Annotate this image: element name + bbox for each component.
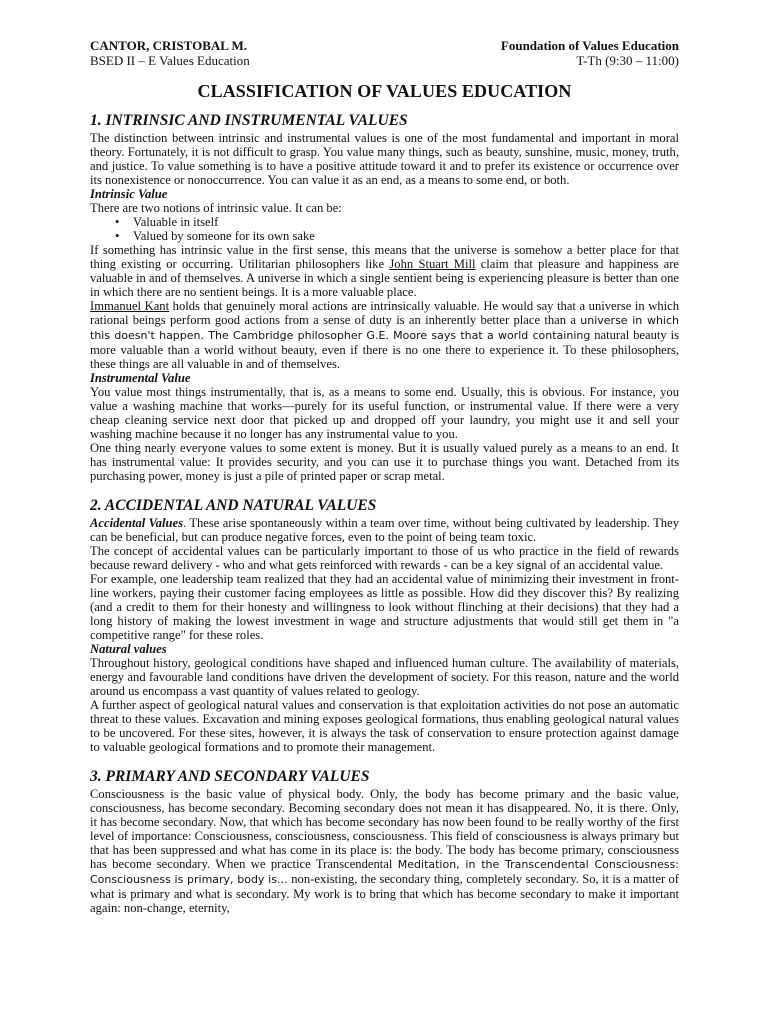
paragraph: The distinction between intrinsic and instrumental values is one of the most fundamental and important in moral theory. Fortunately, it is not difficult to grasp. You value many things, such as beauty, sunshine, music, money, truth, and justice. To value something is to have a positive attitude toward it and to prefer its existence or occurrence over its nonexistence or nonoccurrence. You can value it as an end, as a means to some end, or both. <box>90 131 679 187</box>
subheading-natural-values: Natural values <box>90 642 167 656</box>
paragraph: Consciousness is the basic value of physical body. Only, the body has become primary and the basic value, consciousness, has become secondary. Becoming secondary does not mean it has disappeared. No, it is there. Only, it has become secondary. Now, that which has become secondary has now been found to be really worthy of the first level of importance: Consciousness, consciousness, consciousness. This field of consciousness is always primary but that has been suppressed and what has come in its place is: the body. The body has become primary, consciousness has become secondary. When we practice Transcendental Meditation, in the Transcendental Consciousness: Consciousness is primary, body is… non-existing, the secondary thing, completely secondary. So, it is a matter of what is primary and what is secondary. My work is to bring that which has become secondary to make it important again: non-change, eternity, <box>90 787 679 915</box>
list-item: • Valuable in itself <box>115 215 219 229</box>
document-title: CLASSIFICATION OF VALUES EDUCATION <box>197 81 572 101</box>
paragraph: There are two notions of intrinsic value. It can be: <box>90 201 342 215</box>
paragraph: You value most things instrumentally, that is, as a means to some end. Usually, this is obvious. For instance, you value a washing machine that works—purely for its useful function, or instrumental value. If there were a very cheap cleaning service next door that picked up and dropped off your laundry, you might use it and sell your washing machine because it no longer has any instrumental value to you. <box>90 385 679 441</box>
link-john-stuart-mill[interactable]: John Stuart Mill <box>389 257 476 271</box>
paragraph: A further aspect of geological natural values and conservation is that exploitation activities do not pose an automatic threat to these values. Excavation and mining exposes geological formations, thus enabling geological natural values to be uncovered. For these sites, however, it is always the task of conservation to ensure protection against damage to valuable geological formations and to promote their management. <box>90 698 679 754</box>
paragraph: Throughout history, geological conditions have shaped and influenced human culture. The availability of materials, energy and favourable land conditions have driven the development of society. For this reason, nature and the world around us encompass a vast quantity of values related to geology. <box>90 656 679 698</box>
course-title: Foundation of Values Education <box>500 38 679 53</box>
link-immanuel-kant[interactable]: Immanuel Kant <box>90 299 170 313</box>
section-name: BSED II – E Values Education <box>90 53 250 68</box>
bullet-icon: • <box>115 215 120 229</box>
subheading-intrinsic-value: Intrinsic Value <box>90 187 168 201</box>
paragraph: Immanuel Kant holds that genuinely moral actions are intrinsically valuable. He would say that a universe in which rational beings perform good actions from a sense of duty is an inherently better place than a universe in which this doesn't happen. The Cambridge philosopher G.E. Moore says that a world containing natural beauty is more valuable than a world without beauty, even if there is no one there to experience it. To these philosophers, these things are all valuable in and of themselves. <box>90 299 680 371</box>
paragraph: If something has intrinsic value in the first sense, this means that the universe is somehow a better place for that thing existing or occurring. Utilitarian philosophers like John Stuart Mill claim that pleasure and happiness are valuable in and of themselves. A universe in which a single sentient being is experiencing pleasure is better than one in which there are no sentient beings. It is a more valuable place. <box>90 243 679 299</box>
class-schedule: T-Th (9:30 – 11:00) <box>576 53 679 68</box>
document-body <box>90 112 679 915</box>
paragraph: One thing nearly everyone values to some extent is money. But it is usually valued purely as a means to an end. It has instrumental value: It provides security, and you can use it to purchase things you want. Detached from its purchasing power, money is just a pile of printed paper or scrap metal. <box>90 441 679 483</box>
bullet-icon: • <box>115 229 120 243</box>
section-heading-primary-secondary: 3. PRIMARY AND SECONDARY VALUES <box>90 768 370 785</box>
section-heading-accidental-natural: 2. ACCIDENTAL AND NATURAL VALUES <box>90 497 377 514</box>
bullet-list <box>90 215 679 243</box>
paragraph: Accidental Values. These arise spontaneously within a team over time, without being cultivated by leadership. They can be beneficial, but can produce negative forces, even to the point of being team toxic. <box>90 516 679 544</box>
list-item: • Valued by someone for its own sake <box>115 229 315 243</box>
subheading-instrumental-value: Instrumental Value <box>90 371 191 385</box>
paragraph: The concept of accidental values can be particularly important to those of us who practice in the field of rewards because reward delivery - who and what gets reinforced with rewards - can be a key signal of an accidental value. <box>90 544 679 572</box>
paragraph: For example, one leadership team realized that they had an accidental value of minimizing their investment in front-line workers, paying their customer facing employees as little as possible. How did they discover this? By realizing (and a credit to them for their honesty and willingness to look without flinching at their decisions) that they had a long history of making the lowest investment in wage and structure adjustments that would still get them in "a competitive range" for these roles. <box>90 572 679 642</box>
page-header <box>90 38 679 68</box>
section-heading-intrinsic-instrumental: 1. INTRINSIC AND INSTRUMENTAL VALUES <box>90 112 408 129</box>
author-name: CANTOR, CRISTOBAL M. <box>90 38 247 53</box>
